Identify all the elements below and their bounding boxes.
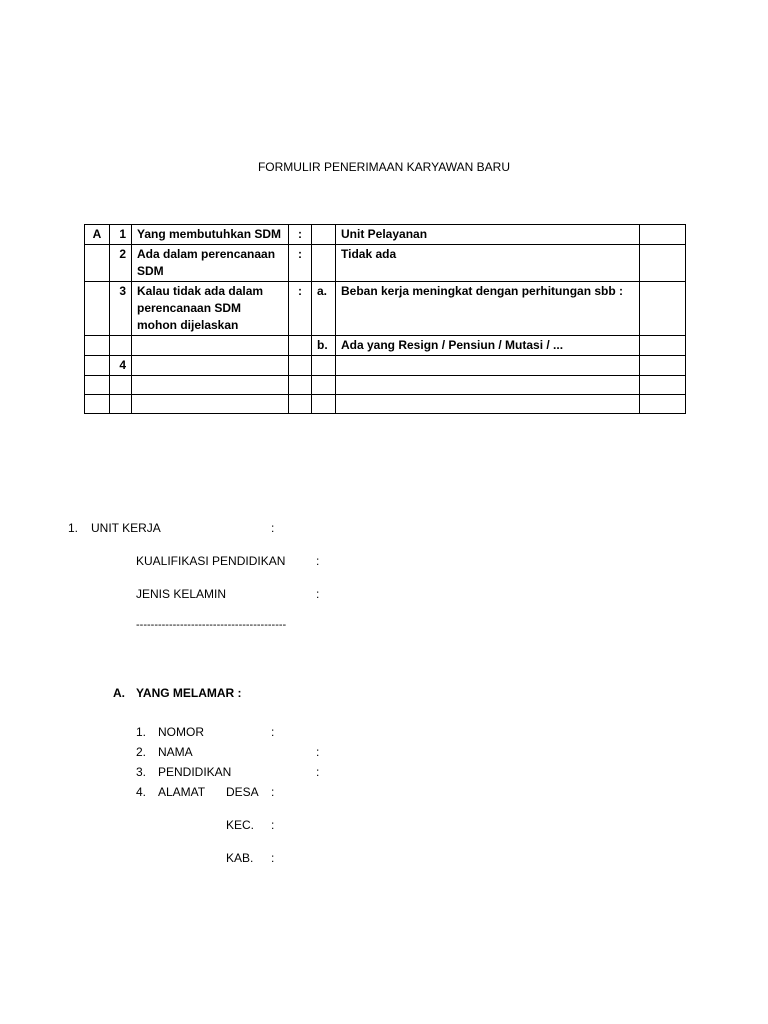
table-row (85, 282, 686, 336)
cell-extra (640, 225, 686, 245)
dashed-separator: ----------------------------------------- (136, 619, 287, 631)
cell-number: 2 (110, 245, 132, 282)
cell-number (110, 336, 132, 356)
unit-kerja-label: UNIT KERJA (91, 521, 161, 535)
cell-colon (289, 336, 312, 356)
desa-colon: : (271, 785, 275, 799)
cell-section (85, 245, 110, 282)
cell-sub: b. (312, 336, 336, 356)
cell-sub (312, 395, 336, 414)
cell-section: A (85, 225, 110, 245)
cell-section (85, 356, 110, 376)
cell-sub (312, 245, 336, 282)
sectionA-letter: A. (113, 686, 125, 700)
cell-value: Beban kerja meningkat dengan perhitungan sbb : (336, 282, 640, 336)
cell-number: 1 (110, 225, 132, 245)
cell-extra (640, 395, 686, 414)
cell-extra (640, 356, 686, 376)
cell-sub (312, 225, 336, 245)
table-row (85, 356, 686, 376)
cell-sub: a. (312, 282, 336, 336)
nomor-label: NOMOR (158, 725, 204, 739)
alamat-label: ALAMAT (158, 785, 206, 799)
cell-number: 4 (110, 356, 132, 376)
cell-label (132, 376, 289, 395)
table-row (85, 225, 686, 245)
cell-number (110, 395, 132, 414)
unit-kerja-colon: : (271, 521, 275, 535)
kab-colon: : (271, 851, 275, 865)
section1-number: 1. (68, 521, 79, 535)
cell-extra (640, 376, 686, 395)
nama-colon: : (316, 745, 320, 759)
item-number: 3. (136, 765, 147, 779)
form-table (84, 224, 686, 414)
table-row (85, 245, 686, 282)
table-row (85, 336, 686, 356)
cell-colon (289, 395, 312, 414)
document-title: FORMULIR PENERIMAAN KARYAWAN BARU (257, 160, 511, 174)
item-number: 2. (136, 745, 147, 759)
cell-label: Kalau tidak ada dalam perencanaan SDM mohon dijelaskan (132, 282, 289, 336)
cell-colon: : (289, 282, 312, 336)
cell-label (132, 395, 289, 414)
cell-colon: : (289, 245, 312, 282)
table-row (85, 395, 686, 414)
cell-colon (289, 356, 312, 376)
cell-value: Ada yang Resign / Pensiun / Mutasi / ... (336, 336, 640, 356)
cell-extra (640, 245, 686, 282)
cell-value (336, 356, 640, 376)
cell-section (85, 395, 110, 414)
table-row (85, 376, 686, 395)
nomor-colon: : (271, 725, 275, 739)
cell-number: 3 (110, 282, 132, 336)
kab-label: KAB. (226, 851, 254, 865)
kualifikasi-label: KUALIFIKASI PENDIDIKAN (136, 554, 286, 568)
kec-colon: : (271, 818, 275, 832)
cell-value: Unit Pelayanan (336, 225, 640, 245)
cell-extra (640, 282, 686, 336)
jenis-kelamin-colon: : (316, 587, 320, 601)
cell-extra (640, 336, 686, 356)
cell-section (85, 376, 110, 395)
cell-sub (312, 356, 336, 376)
cell-sub (312, 376, 336, 395)
item-number: 4. (136, 785, 147, 799)
desa-label: DESA (226, 785, 259, 799)
cell-label (132, 356, 289, 376)
cell-colon (289, 376, 312, 395)
kualifikasi-colon: : (316, 554, 320, 568)
cell-value (336, 395, 640, 414)
kec-label: KEC. (226, 818, 255, 832)
cell-colon: : (289, 225, 312, 245)
cell-number (110, 376, 132, 395)
pendidikan-label: PENDIDIKAN (158, 765, 232, 779)
nama-label: NAMA (158, 745, 193, 759)
cell-label: Yang membutuhkan SDM (132, 225, 289, 245)
cell-section (85, 282, 110, 336)
cell-label (132, 336, 289, 356)
pendidikan-colon: : (316, 765, 320, 779)
sectionA-heading: YANG MELAMAR : (136, 686, 242, 700)
cell-value: Tidak ada (336, 245, 640, 282)
jenis-kelamin-label: JENIS KELAMIN (136, 587, 227, 601)
cell-section (85, 336, 110, 356)
cell-value (336, 376, 640, 395)
cell-label: Ada dalam perencanaan SDM (132, 245, 289, 282)
item-number: 1. (136, 725, 147, 739)
